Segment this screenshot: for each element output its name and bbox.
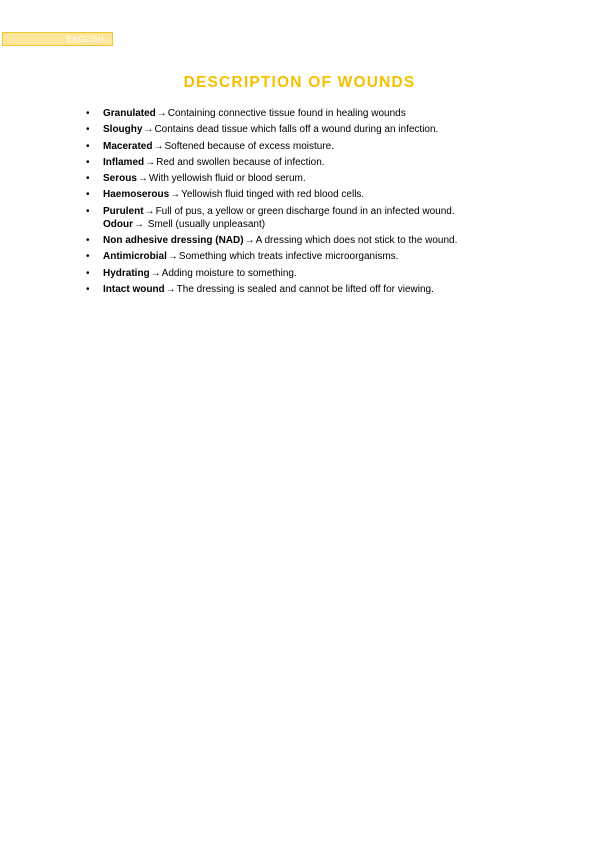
term: Non adhesive dressing (NAD)	[103, 235, 244, 247]
list-item	[86, 250, 566, 263]
language-tag-label: ENGLISH	[66, 35, 104, 44]
arrow-icon: →	[137, 173, 148, 185]
arrow-icon: →	[153, 140, 164, 152]
definition: Full of pus, a yellow or green discharge found in an infected wound.	[155, 205, 455, 217]
term: Odour	[103, 218, 133, 230]
bullet-icon: •	[86, 124, 90, 136]
term: Purulent	[103, 205, 144, 217]
term: Inflamed	[103, 156, 145, 168]
term: Granulated	[103, 108, 156, 119]
definition: Yellowish fluid tinged with red blood cells.	[181, 189, 365, 201]
arrow-icon: →	[144, 205, 155, 217]
list-item	[86, 188, 566, 201]
list-item	[86, 205, 566, 231]
term: Antimicrobial	[103, 251, 167, 263]
definition: The dressing is sealed and cannot be lifted off for viewing.	[176, 283, 434, 295]
bullet-icon: •	[86, 108, 90, 119]
bullet-icon: •	[86, 267, 90, 279]
sub-entry	[103, 218, 566, 231]
term: Intact wound	[103, 283, 165, 295]
definition: Contains dead tissue which falls off a wound during an infection.	[154, 124, 439, 136]
arrow-icon: →	[150, 267, 161, 279]
arrow-icon: →	[145, 156, 156, 168]
bullet-icon: •	[86, 189, 90, 201]
term: Hydrating	[103, 267, 150, 279]
definition: Something which treats infective microorganisms.	[178, 251, 399, 263]
definition: Softened because of excess moisture.	[164, 140, 335, 152]
term: Haemoserous	[103, 189, 170, 201]
arrow-icon: →	[244, 235, 255, 247]
bullet-icon: •	[86, 205, 90, 217]
definition: Red and swollen because of infection.	[156, 156, 325, 168]
term: Macerated	[103, 140, 153, 152]
arrow-icon: →	[165, 283, 176, 295]
definition: Containing connective tissue found in healing wounds	[167, 108, 406, 119]
bullet-icon: •	[86, 283, 90, 295]
list-item	[86, 156, 566, 169]
bullet-icon: •	[86, 235, 90, 247]
list-item	[86, 123, 566, 136]
term: Sloughy	[103, 124, 143, 136]
definition: With yellowish fluid or blood serum.	[148, 173, 306, 185]
page-title: DESCRIPTION OF WOUNDS	[183, 74, 416, 91]
arrow-icon: →	[156, 108, 167, 119]
definition: A dressing which does not stick to the wound.	[255, 235, 458, 247]
bullet-icon: •	[86, 156, 90, 168]
list-item	[86, 283, 566, 296]
list-item	[86, 107, 566, 120]
wound-description-list	[86, 107, 566, 299]
language-tag	[2, 32, 113, 46]
arrow-icon: →	[167, 251, 178, 263]
arrow-icon: →	[170, 189, 181, 201]
definition: Adding moisture to something.	[161, 267, 297, 279]
arrow-icon: →	[134, 218, 144, 230]
definition: Smell (usually unpleasant)	[145, 218, 266, 230]
bullet-icon: •	[86, 140, 90, 152]
term: Serous	[103, 173, 137, 185]
bullet-icon: •	[86, 173, 90, 185]
bullet-icon: •	[86, 251, 90, 263]
arrow-icon: →	[143, 124, 154, 136]
list-item	[86, 172, 566, 185]
list-item	[86, 140, 566, 153]
list-item	[86, 234, 566, 247]
list-item	[86, 267, 566, 280]
